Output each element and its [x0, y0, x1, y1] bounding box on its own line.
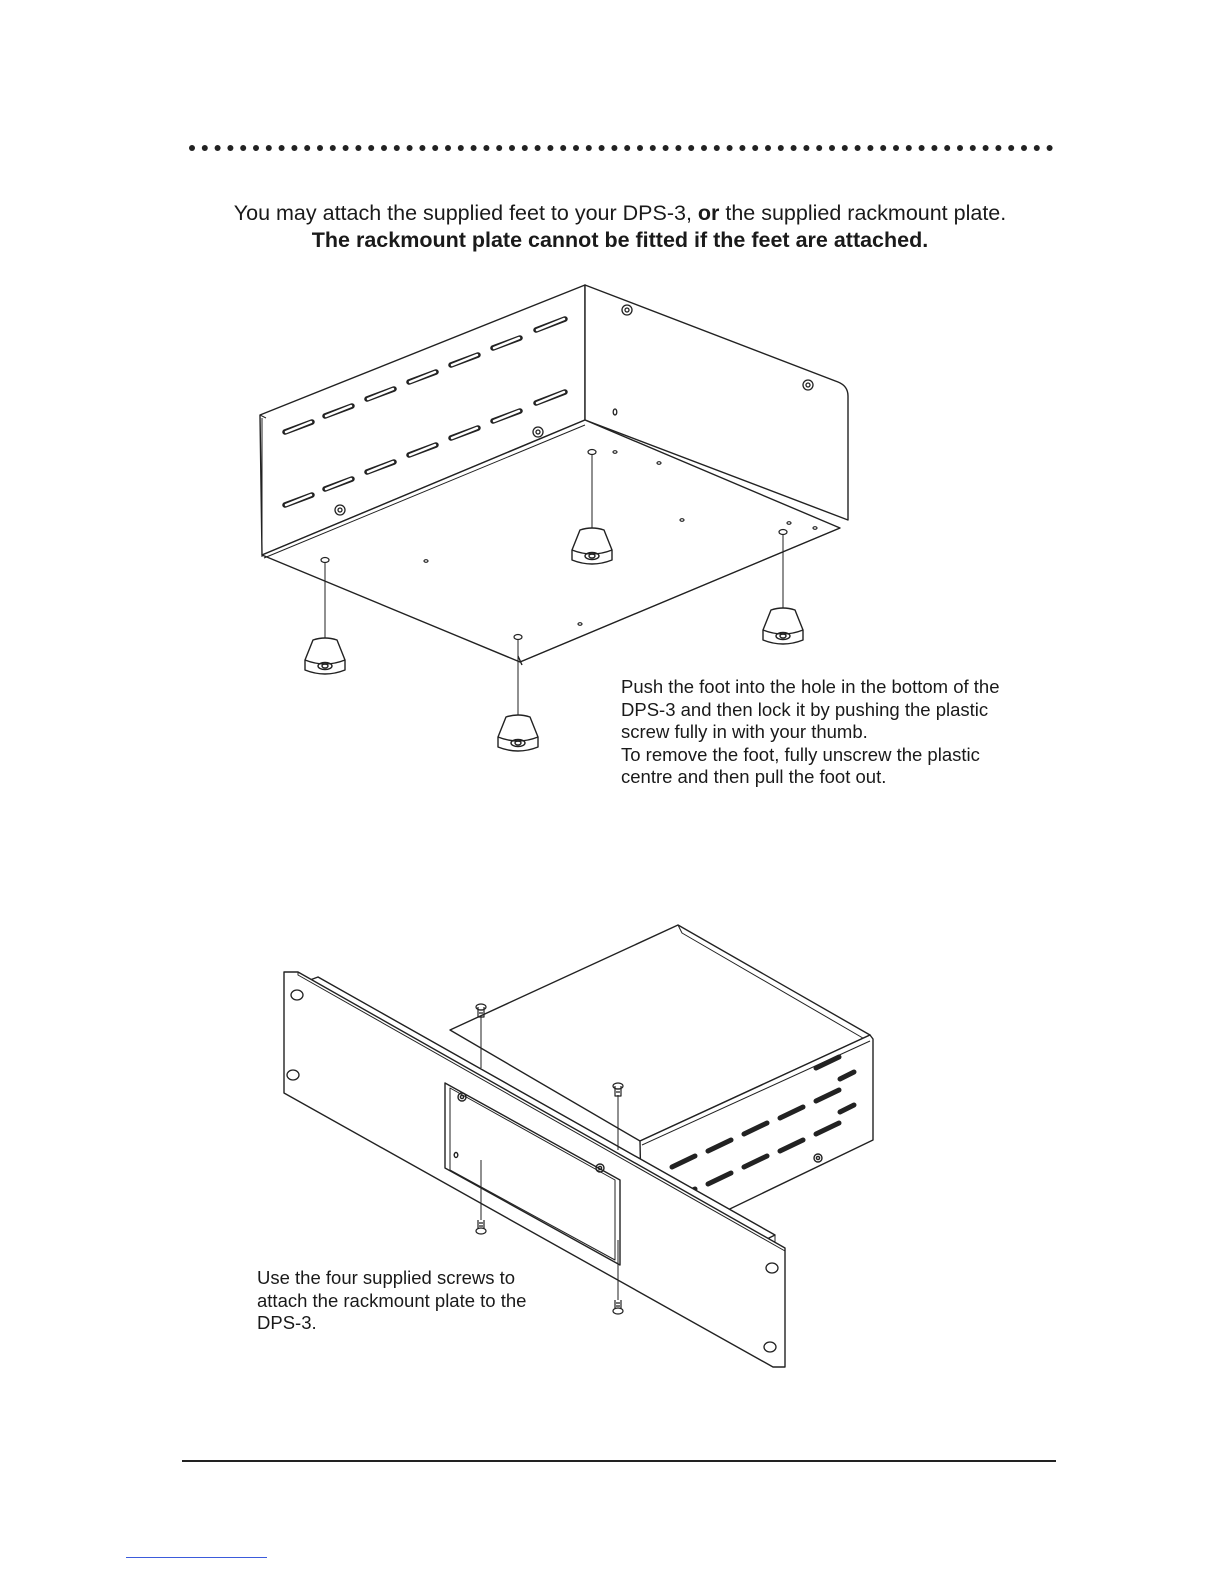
divider-dot: [189, 145, 195, 151]
divider-dot: [202, 145, 208, 151]
divider-dot: [509, 145, 515, 151]
divider-dot: [803, 145, 809, 151]
divider-dot: [611, 145, 617, 151]
feet-instruction-line: To remove the foot, fully unscrew the plastic: [621, 743, 980, 765]
divider-dot: [893, 145, 899, 151]
feet-instruction-line: centre and then pull the foot out.: [621, 766, 887, 787]
divider-dot: [688, 145, 694, 151]
feet-instruction-line: Push the foot into the hole in the bottom of the: [621, 676, 1000, 697]
divider-dot: [317, 145, 323, 151]
divider-dot: [343, 145, 349, 151]
divider-dot: [407, 145, 413, 151]
divider-dot: [432, 145, 438, 151]
divider-dot: [931, 145, 937, 151]
divider-dot: [355, 145, 361, 151]
divider-dot: [816, 145, 822, 151]
divider-dot: [983, 145, 989, 151]
divider-dot: [650, 145, 656, 151]
divider-dot: [483, 145, 489, 151]
divider-dot: [778, 145, 784, 151]
divider-dot: [227, 145, 233, 151]
divider-dot: [675, 145, 681, 151]
divider-dot: [394, 145, 400, 151]
divider-dot: [944, 145, 950, 151]
divider-dot: [727, 145, 733, 151]
divider-dot: [266, 145, 272, 151]
divider-dot: [867, 145, 873, 151]
divider-dot: [637, 145, 643, 151]
feet-instruction-line: screw fully in with your thumb.: [621, 721, 868, 742]
divider-dot: [547, 145, 553, 151]
divider-dot: [291, 145, 297, 151]
divider-dot: [752, 145, 758, 151]
divider-dot: [215, 145, 221, 151]
divider-dot: [663, 145, 669, 151]
divider-dot: [1008, 145, 1014, 151]
divider-dot: [624, 145, 630, 151]
divider-dot: [765, 145, 771, 151]
divider-dot: [599, 145, 605, 151]
divider-dot: [573, 145, 579, 151]
rackmount-instruction-line: Use the four supplied screws to: [257, 1267, 516, 1288]
divider-dot: [995, 145, 1001, 151]
divider-dot: [330, 145, 336, 151]
divider-dot: [522, 145, 528, 151]
divider-dot: [880, 145, 886, 151]
divider-dot: [1021, 145, 1027, 151]
divider-dot: [906, 145, 912, 151]
divider-dot: [419, 145, 425, 151]
divider-dot: [855, 145, 861, 151]
intro-line-1: You may attach the supplied feet to your DPS-3, or the supplied rackmount plate.: [233, 201, 1007, 225]
dotted-divider: [186, 140, 1058, 156]
divider-dot: [739, 145, 745, 151]
divider-dot: [496, 145, 502, 151]
divider-dot: [471, 145, 477, 151]
footer-rule: [182, 1460, 1056, 1462]
divider-dot: [919, 145, 925, 151]
divider-dot: [445, 145, 451, 151]
feet-instruction-line: DPS-3 and then lock it by pushing the plastic: [621, 698, 989, 720]
divider-dot: [1034, 145, 1040, 151]
divider-dot: [381, 145, 387, 151]
feet-instructions: [621, 676, 1051, 789]
footer-link-underline: [126, 1557, 267, 1558]
divider-dot: [240, 145, 246, 151]
divider-dot: [970, 145, 976, 151]
divider-dot: [560, 145, 566, 151]
divider-dot: [829, 145, 835, 151]
divider-dot: [957, 145, 963, 151]
divider-dot: [304, 145, 310, 151]
divider-dot: [535, 145, 541, 151]
divider-dot: [586, 145, 592, 151]
divider-dot: [791, 145, 797, 151]
divider-dot: [714, 145, 720, 151]
rackmount-instruction-line: attach the rackmount plate to the: [257, 1289, 527, 1311]
intro-text: [150, 200, 1090, 254]
rackmount-instruction-line: DPS-3.: [257, 1312, 317, 1333]
divider-dot: [842, 145, 848, 151]
divider-dot: [279, 145, 285, 151]
divider-dot: [368, 145, 374, 151]
divider-dot: [701, 145, 707, 151]
intro-line-2-warning: The rackmount plate cannot be fitted if the feet are attached.: [311, 228, 929, 252]
rackmount-instructions: [257, 1267, 577, 1335]
divider-dot: [1047, 145, 1053, 151]
divider-dot: [253, 145, 259, 151]
divider-dot: [458, 145, 464, 151]
